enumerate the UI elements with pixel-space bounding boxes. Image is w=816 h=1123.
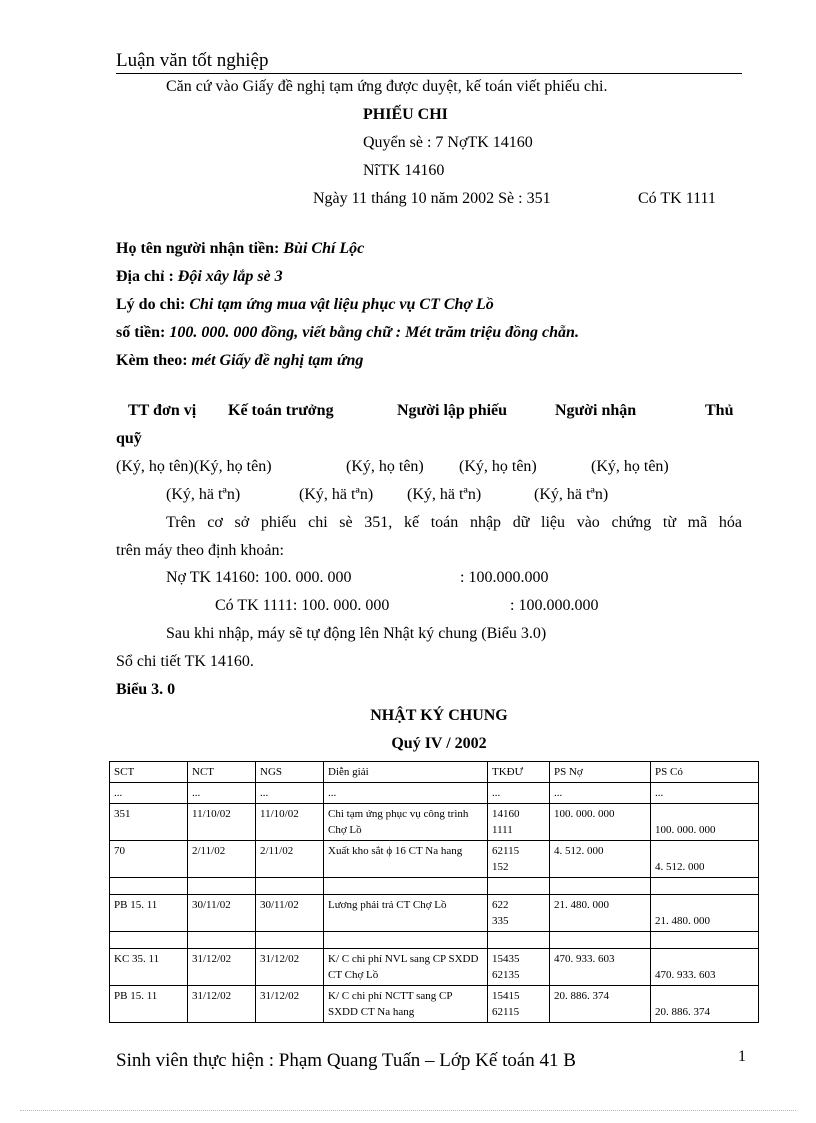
- cell-debit: 4. 512. 000: [550, 841, 651, 878]
- cell-nct: 11/10/02: [188, 804, 256, 841]
- table-row-spacer: [110, 932, 759, 949]
- cell-description: Chi tạm ứng phục vụ công trình Chợ Lồ: [324, 804, 488, 841]
- account-debit: 14160: [492, 808, 520, 820]
- intro-text: Căn cứ vào Giấy đề nghị tạm ứng được duyệt, kế toán viết phiếu chi.: [166, 78, 608, 95]
- cell-description: Xuất kho sắt ϕ 16 CT Na hang: [324, 841, 488, 878]
- body-paragraph-2: Sau khi nhập, máy sẽ tự động lên Nhật ký chung (Biểu 3.0): [166, 625, 547, 642]
- field-reason: [116, 296, 494, 314]
- field-label: Họ tên người nhận tiền:: [116, 240, 280, 257]
- table-row: [110, 895, 759, 932]
- page-header: Luận văn tốt nghiệp: [116, 50, 269, 71]
- header-cell: NCT: [188, 762, 256, 783]
- account-credit: 335: [492, 915, 509, 927]
- body-paragraph-1-cont: trên máy theo định khoản:: [116, 542, 284, 559]
- body-paragraph-1: Trên cơ sở phiếu chi sè 351, kế toán nhập dữ liệu vào chứng từ mã hóa: [166, 514, 742, 531]
- role-cashier: Thủ: [705, 402, 734, 419]
- sign-line-1b: (Ký, họ tên): [346, 458, 424, 475]
- field-recipient: [116, 240, 364, 258]
- table-row-ellipsis: [110, 783, 759, 804]
- role-cashier-wrap: quỹ: [116, 430, 142, 447]
- journal-table: [109, 761, 759, 1023]
- cell-account: [488, 804, 550, 841]
- cell-description: K/ C chi phí NCTT sang CP SXDD CT Na hang: [324, 986, 488, 1023]
- sign-line-1d: (Ký, họ tên): [591, 458, 669, 475]
- credit-value: 20. 886. 374: [655, 1006, 710, 1018]
- account-credit: 62135: [492, 969, 520, 981]
- page-bottom-divider: [20, 1110, 796, 1111]
- cell-nct: 31/12/02: [188, 986, 256, 1023]
- field-value: mét Giấy đề nghị tạm ứng: [191, 352, 364, 369]
- sign-line-1a: (Ký, họ tên)(Ký, họ tên): [116, 458, 272, 475]
- account-credit: 152: [492, 861, 509, 873]
- cell-account: [488, 949, 550, 986]
- cell-ngs: 31/12/02: [256, 986, 324, 1023]
- cell-credit: [651, 895, 759, 932]
- credit-value: 21. 480. 000: [655, 915, 710, 927]
- field-value: Bùi Chí Lộc: [283, 240, 365, 257]
- credit-value: 470. 933. 603: [655, 969, 716, 981]
- ellipsis-cell: ...: [256, 783, 324, 804]
- cell-sct: 351: [110, 804, 188, 841]
- cell-sct: PB 15. 11: [110, 986, 188, 1023]
- voucher-title: PHIẾU CHI: [363, 106, 448, 123]
- voucher-date: Ngày 11 tháng 10 năm 2002 Sè : 351: [313, 190, 551, 207]
- voucher-book: Quyển sè : 7 NợTK 14160: [363, 134, 533, 151]
- field-label: Lý do chi:: [116, 296, 186, 313]
- field-label: số tiền:: [116, 324, 166, 341]
- table-row: [110, 949, 759, 986]
- field-label: Kèm theo:: [116, 352, 188, 369]
- voucher-credit: Có TK 1111: [638, 190, 716, 207]
- cell-nct: 31/12/02: [188, 949, 256, 986]
- field-amount: [116, 324, 579, 342]
- ellipsis-cell: ...: [188, 783, 256, 804]
- ellipsis-cell: ...: [651, 783, 759, 804]
- ellipsis-cell: ...: [550, 783, 651, 804]
- account-credit: 62115: [492, 1006, 520, 1018]
- account-debit: 15415: [492, 990, 520, 1002]
- cell-ngs: 30/11/02: [256, 895, 324, 932]
- cell-debit: 470. 933. 603: [550, 949, 651, 986]
- role-chief-accountant: Kế toán trưởng: [228, 402, 334, 419]
- cell-credit: [651, 986, 759, 1023]
- table-row: [110, 841, 759, 878]
- entry-debit: Nợ TK 14160: 100. 000. 000: [166, 569, 352, 586]
- journal-subtitle: Quý IV / 2002: [391, 735, 487, 752]
- header-cell: TKĐƯ: [488, 762, 550, 783]
- page-footer: Sinh viên thực hiện : Phạm Quang Tuấn – Lớp Kế toán 41 B: [116, 1050, 576, 1071]
- credit-value: 4. 512. 000: [655, 861, 705, 873]
- cell-sct: PB 15. 11: [110, 895, 188, 932]
- credit-value: 100. 000. 000: [655, 824, 716, 836]
- field-value: Đội xây lắp sè 3: [177, 268, 283, 285]
- cell-debit: 21. 480. 000: [550, 895, 651, 932]
- table-row: [110, 804, 759, 841]
- account-debit: 15435: [492, 953, 520, 965]
- role-unit-head: TT đơn vị: [128, 402, 197, 419]
- ellipsis-cell: ...: [324, 783, 488, 804]
- table-row: [110, 986, 759, 1023]
- sign-line-1c: (Ký, họ tên): [459, 458, 537, 475]
- cell-description: Lương phải trả CT Chợ Lồ: [324, 895, 488, 932]
- journal-title: NHẬT KÝ CHUNG: [370, 707, 508, 724]
- cell-nct: 2/11/02: [188, 841, 256, 878]
- table-header-row: [110, 762, 759, 783]
- cell-debit: 20. 886. 374: [550, 986, 651, 1023]
- cell-description: K/ C chi phí NVL sang CP SXDD CT Chợ Lồ: [324, 949, 488, 986]
- field-value: 100. 000. 000 đồng, viết bằng chữ : Mét trăm triệu đồng chẵn.: [169, 324, 579, 341]
- cell-debit: 100. 000. 000: [550, 804, 651, 841]
- cell-sct: KC 35. 11: [110, 949, 188, 986]
- cell-account: [488, 895, 550, 932]
- cell-account: [488, 841, 550, 878]
- header-cell: Diễn giải: [324, 762, 488, 783]
- field-attachment: [116, 352, 363, 370]
- field-address: [116, 268, 283, 286]
- sign-line-2d: (Ký, hä tªn): [534, 486, 609, 503]
- cell-account: [488, 986, 550, 1023]
- sign-line-2a: (Ký, hä tªn): [166, 486, 241, 503]
- header-cell: NGS: [256, 762, 324, 783]
- account-credit: 1111: [492, 824, 513, 836]
- entry-credit: Có TK 1111: 100. 000. 000: [215, 597, 390, 614]
- account-debit: 62115: [492, 845, 520, 857]
- cell-ngs: 2/11/02: [256, 841, 324, 878]
- header-cell: PS Có: [651, 762, 759, 783]
- role-receiver: Người nhận: [555, 402, 637, 419]
- cell-credit: [651, 949, 759, 986]
- table-row-spacer: [110, 878, 759, 895]
- entry-debit-amount: : 100.000.000: [460, 569, 549, 586]
- cell-credit: [651, 841, 759, 878]
- field-label: Địa chỉ :: [116, 268, 174, 285]
- ellipsis-cell: ...: [488, 783, 550, 804]
- sign-line-2b: (Ký, hä tªn): [299, 486, 374, 503]
- ellipsis-cell: ...: [110, 783, 188, 804]
- cell-ngs: 31/12/02: [256, 949, 324, 986]
- cell-nct: 30/11/02: [188, 895, 256, 932]
- table-caption: Biểu 3. 0: [116, 681, 176, 698]
- header-rule: [116, 73, 742, 74]
- role-preparer: Người lập phiếu: [397, 402, 508, 419]
- body-paragraph-2-cont: Sổ chi tiết TK 14160.: [116, 653, 254, 670]
- header-cell: PS Nợ: [550, 762, 651, 783]
- header-cell: SCT: [110, 762, 188, 783]
- field-value: Chi tạm ứng mua vật liệu phục vụ CT Chợ Lồ: [189, 296, 494, 313]
- cell-credit: [651, 804, 759, 841]
- cell-sct: 70: [110, 841, 188, 878]
- cell-ngs: 11/10/02: [256, 804, 324, 841]
- account-debit: 622: [492, 899, 509, 911]
- sign-line-2c: (Ký, hä tªn): [407, 486, 482, 503]
- page-number: 1: [738, 1048, 746, 1065]
- voucher-debit: NîTK 14160: [363, 162, 445, 179]
- entry-credit-amount: : 100.000.000: [510, 597, 599, 614]
